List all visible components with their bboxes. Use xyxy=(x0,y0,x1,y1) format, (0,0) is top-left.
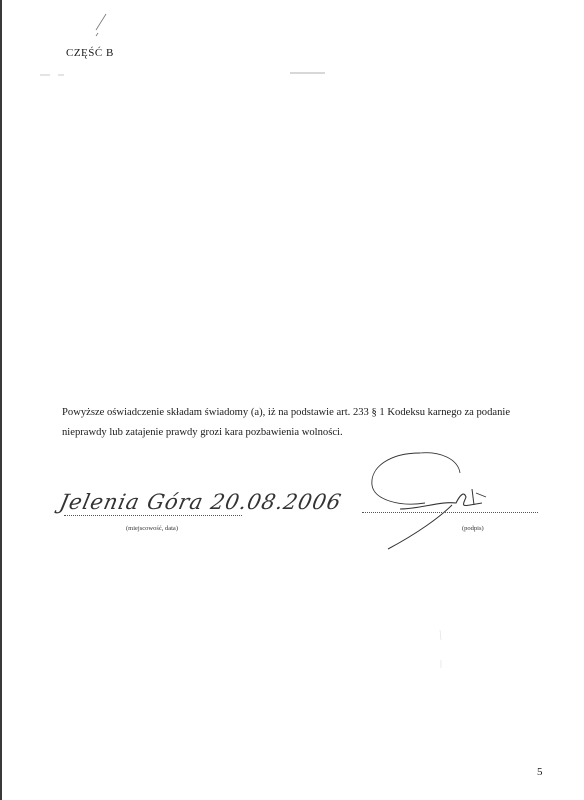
place-date-handwritten: Jelenia Góra 20.08.2006 xyxy=(57,490,344,514)
signature-dotted-line xyxy=(362,512,538,513)
scan-speck-1 xyxy=(440,630,441,640)
scan-mark-tick xyxy=(96,33,98,36)
page-number: 5 xyxy=(537,766,543,778)
place-date-dotted-line xyxy=(64,515,242,516)
place-date-caption: (miejscowość, data) xyxy=(126,525,178,532)
statement-paragraph xyxy=(62,403,548,443)
statement-line-2: nieprawdy lub zatajenie prawdy grozi kara pozbawienia wolności. xyxy=(62,427,343,438)
scan-mark-slash xyxy=(96,14,106,30)
handwritten-signature xyxy=(360,445,500,555)
section-title: CZĘŚĆ B xyxy=(66,47,114,59)
statement-line-1: Powyższe oświadczenie składam świadomy (a), iż na podstawie art. 233 § 1 Kodeksu karnego za podanie xyxy=(62,407,511,418)
signature-caption: (podpis) xyxy=(462,525,484,532)
